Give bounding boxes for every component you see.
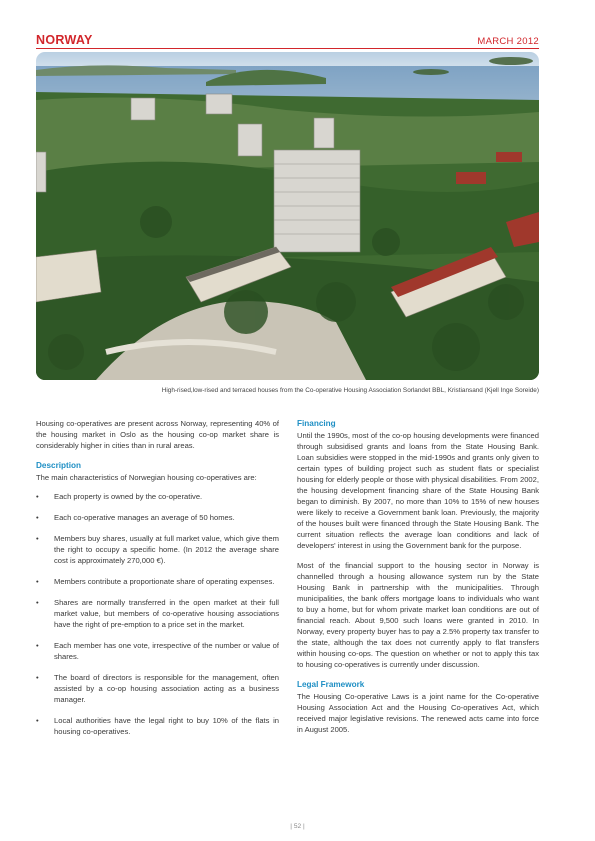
- description-text: The main characteristics of Norwegian housing co-operatives are:: [36, 473, 257, 482]
- list-item: [36, 533, 279, 566]
- legal-framework-heading: Legal Framework: [297, 680, 365, 689]
- list-item-text: Each co-operative manages an average of 50 homes.: [54, 513, 235, 522]
- list-item: [36, 640, 279, 662]
- housing-photo: [36, 52, 539, 380]
- bullet-icon: •: [36, 598, 39, 607]
- bullet-icon: •: [36, 534, 39, 543]
- list-item: [36, 576, 279, 587]
- list-item-text: Each member has one vote, irrespective of the number or value of shares.: [54, 641, 279, 661]
- bullet-icon: •: [36, 716, 39, 725]
- list-item: [36, 512, 279, 523]
- list-item: [36, 491, 279, 502]
- bullet-icon: •: [36, 641, 39, 650]
- financing-heading: Financing: [297, 419, 336, 428]
- bullet-icon: •: [36, 577, 39, 586]
- right-column: [297, 418, 539, 744]
- country-title: NORWAY: [36, 33, 93, 47]
- list-item: [36, 715, 279, 737]
- left-column: [36, 418, 279, 747]
- financing-paragraph-1: Until the 1990s, most of the co-op housing developments were financed through subsidised grants and loans from the State Housing Bank. Loan subsidies were stopped in the mid-1990s and grants only given to certain types of building project such as student flats or specialist housing for elderly people or those with physical disabilities. From 2002, the housing development financing share of the State Housing Bank began to diminish. By 2007, no more than 10% to 15% of new houses were likely to receive a Government bank loan. Previously, the majority of the houses built were financed through the State Housing Bank. The current situation reflects the average loan conditions and lack of developers' interest in using the Government bank for the purpose.: [297, 431, 539, 550]
- bullet-icon: •: [36, 492, 39, 501]
- list-item-text: Each property is owned by the co-operative.: [54, 492, 203, 501]
- housing-photo-illustration: [36, 52, 539, 380]
- issue-date: MARCH 2012: [477, 36, 539, 47]
- financing-paragraph-2: Most of the financial support to the housing sector in Norway is channelled through a housing allowance system run by the State Housing Bank in partnership with the municipalities. Through municipalities, the bank offers mortgage loans to individuals who want to buy a home, but for whom private market loan conditions are out of financial reach. About 9,500 such loans were granted in 2010. In Norway, every property buyer has to pay a 2.5% property tax transfer to the state, although the tax does not currently apply to flat transfers within housing co-ops. The question on whether or not to apply this tax to housing co-operatives is currently under discussion.: [297, 561, 539, 669]
- list-item-text: Shares are normally transferred in the open market at their full market value, but members of co-operative housing associations have the right of pre-emption to a price set in the market.: [54, 598, 279, 629]
- list-item-text: Local authorities have the legal right to buy 10% of the flats in housing co-operatives.: [54, 716, 279, 736]
- bullet-icon: •: [36, 673, 39, 682]
- photo-caption: High-rised,low-rised and terraced houses from the Co-operative Housing Association Sorlandet BBL, Kristiansand (Kjell Inge Soreide): [161, 387, 539, 394]
- characteristics-list: [36, 491, 279, 737]
- intro-paragraph: Housing co-operatives are present across Norway, representing 40% of the housing market in Oslo as the housing co-op market share is considerably higher in cities than in rural areas.: [36, 419, 279, 450]
- header-rule: [36, 48, 539, 49]
- list-item: [36, 597, 279, 630]
- bullet-icon: •: [36, 513, 39, 522]
- list-item-text: Members buy shares, usually at full market value, which give them the right to occupy a specific home. (In 2012 the average share cost is approximately 270,000 €).: [54, 534, 279, 565]
- list-item-text: The board of directors is responsible for the management, often assisted by a co-op housing association acting as a business manager.: [54, 673, 279, 704]
- page-number: | 52 |: [290, 823, 305, 830]
- legal-framework-paragraph: The Housing Co-operative Laws is a joint name for the Co-operative Housing Association Act and the Housing Co-operatives Act, which received major legislative revisions. The renewed acts came into force in August 2005.: [297, 692, 539, 734]
- list-item: [36, 672, 279, 705]
- list-item-text: Members contribute a proportionate share of operating expenses.: [54, 577, 275, 586]
- description-heading: Description: [36, 461, 82, 470]
